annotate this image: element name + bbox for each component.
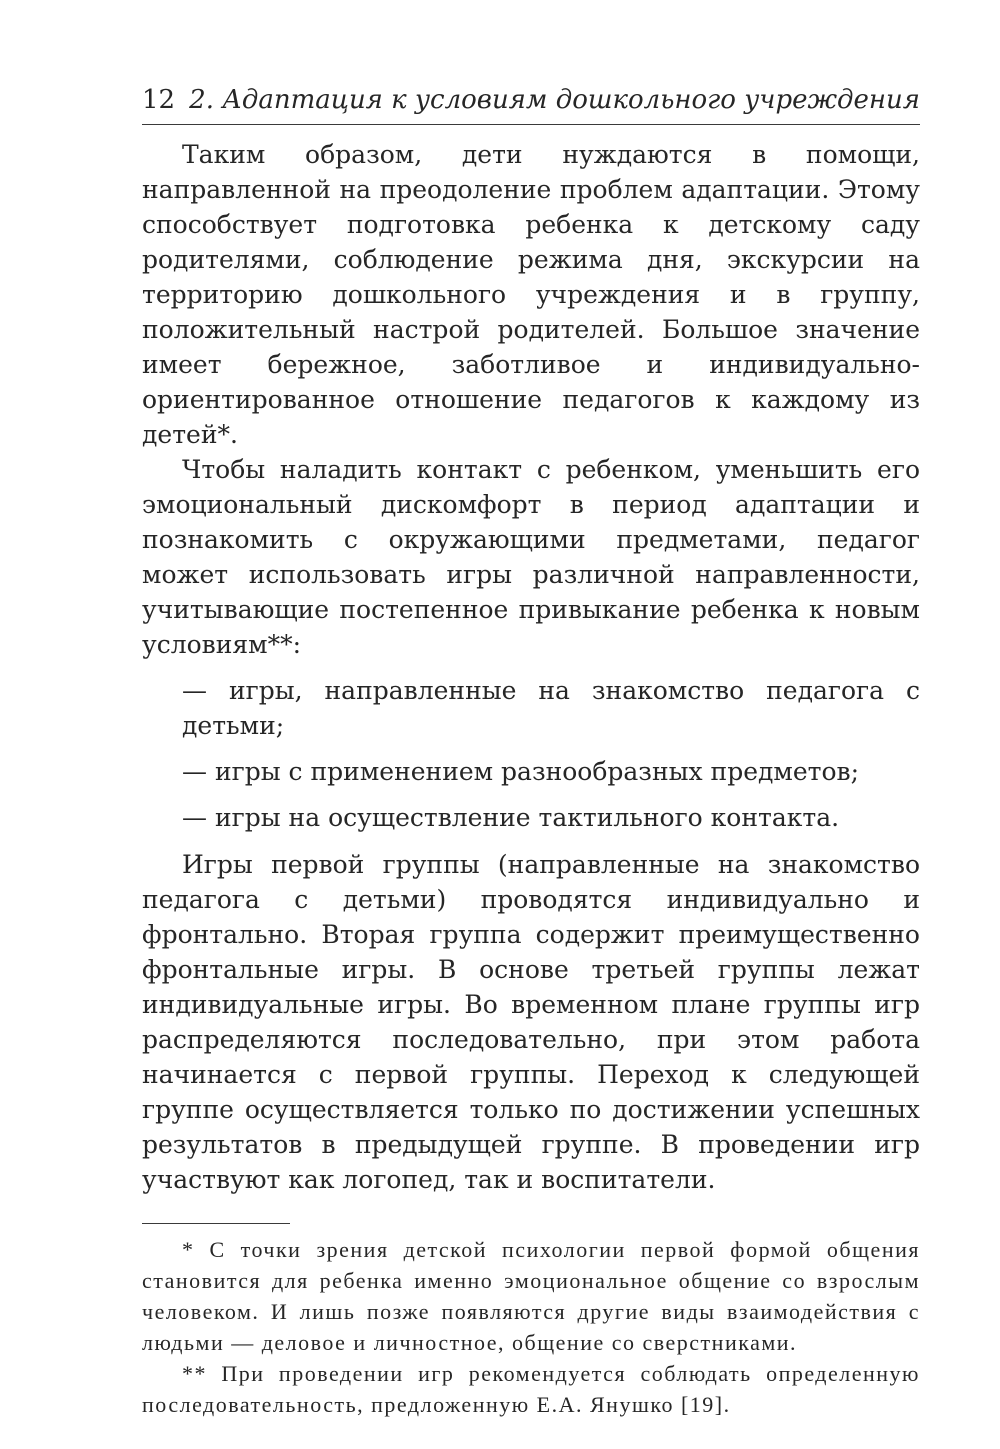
running-header — [142, 80, 920, 125]
list-item: — игры с применением разнообразных предметов; — [182, 757, 860, 786]
list-item: — игры, направленные на знакомство педагога с детьми; — [182, 676, 920, 740]
paragraph-contact-games: Чтобы наладить контакт с ребенком, уменьшить его эмоциональный дискомфорт в период адаптации и познакомить с окружающими предметами, педагог может использовать игры различной направленности, учитывающие постепенное привыкание ребенка к новым условиям**: — [142, 455, 920, 659]
footnote-2: ** При проведении игр рекомендуется соблюдать определенную последовательность, предложенную Е.А. Янушко [19]. — [142, 1361, 920, 1417]
footnotes — [142, 1234, 920, 1420]
footnote-divider — [142, 1223, 290, 1224]
chapter-title: 2. Адаптация к условиям дошкольного учреждения — [189, 85, 920, 115]
paragraph-game-groups: Игры первой группы (направленные на знакомство педагога с детьми) проводятся индивидуально и фронтально. Вторая группа содержит преимущественно фронтальные игры. В основе третьей группы лежат индивидуальные игры. Во временном плане группы игр распределяются последовательно, при этом работа начинается с первой группы. Переход к следующей группе осуществляется только по достижении успешных результатов в предыдущей группе. В проведении игр участвуют как логопед, так и воспитатели. — [142, 850, 920, 1194]
paragraph-adaptation-help: Таким образом, дети нуждаются в помощи, направленной на преодоление проблем адаптации. Этому способствует подготовка ребенка к детскому саду родителями, соблюдение режима дня, экскурсии на территорию дошкольного учреждения и в группу, положительный настрой родителей. Большое значение имеет бережное, заботливое и индивидуально-ориентированное отношение педагогов к каждому из детей*. — [142, 140, 920, 449]
main-text — [142, 137, 920, 1197]
page-number: 12 — [142, 85, 176, 115]
list-item: — игры на осуществление тактильного контакта. — [182, 803, 840, 832]
games-list — [142, 673, 920, 835]
book-page — [142, 80, 920, 1420]
footnote-1: * С точки зрения детской психологии первой формой общения становится для ребенка именно эмоциональное общение со взрослым человеком. И лишь позже появляются другие виды взаимодействия с людьми — деловое и личностное, общение со сверстниками. — [142, 1237, 920, 1355]
